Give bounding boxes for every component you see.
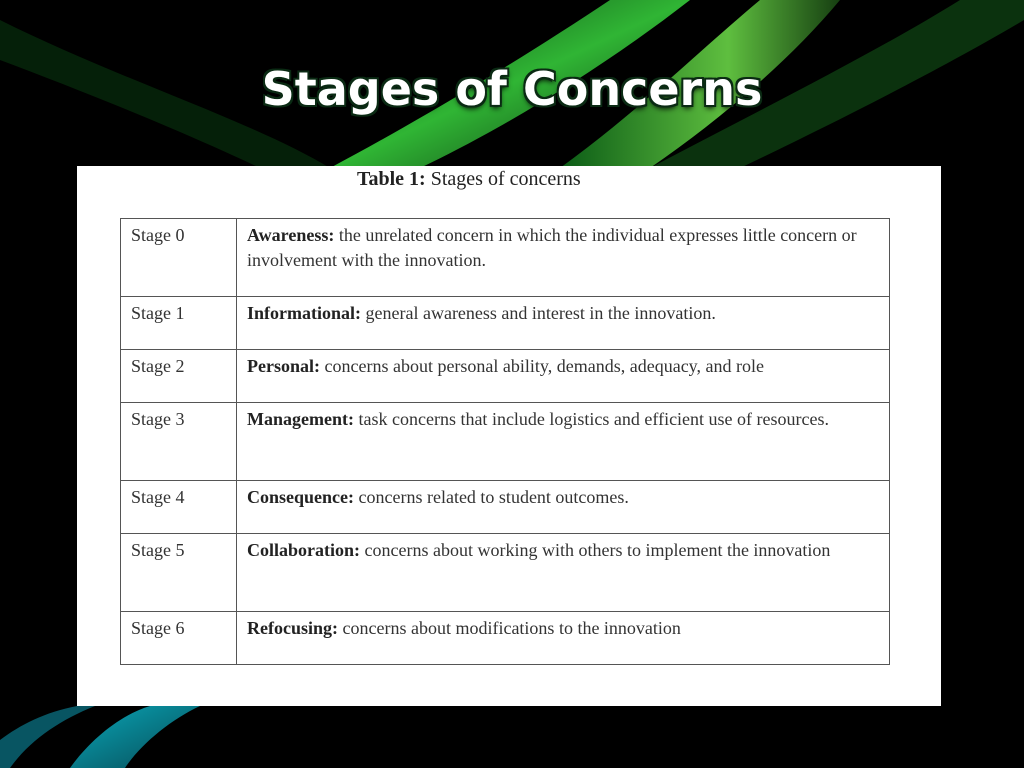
stage-label: Stage 6 [121, 612, 237, 665]
table-image [77, 166, 941, 706]
table-caption-label: Table 1: [357, 168, 426, 190]
stage-label: Stage 3 [121, 403, 237, 481]
stage-description [237, 219, 890, 297]
slide-title: Stages of Concerns [261, 62, 763, 116]
stage-term: Personal: [247, 356, 320, 376]
table-row [121, 219, 890, 297]
stage-term: Refocusing: [247, 618, 338, 638]
table-row [121, 403, 890, 481]
stage-label: Stage 1 [121, 297, 237, 350]
stage-term: Management: [247, 409, 354, 429]
stage-label: Stage 2 [121, 350, 237, 403]
stage-desc-text: concerns about modifications to the innovation [338, 618, 681, 638]
table-row [121, 481, 890, 534]
stage-desc-text: concerns about working with others to implement the innovation [360, 540, 831, 560]
stage-desc-text: general awareness and interest in the innovation. [361, 303, 716, 323]
table-caption-text: Stages of concerns [425, 168, 581, 190]
stage-desc-text: concerns about personal ability, demands, adequacy, and role [319, 356, 764, 376]
stages-table [120, 218, 890, 665]
stage-term: Consequence: [247, 487, 354, 507]
stage-term: Awareness: [247, 225, 335, 245]
stage-label: Stage 5 [121, 534, 237, 612]
stage-description [237, 350, 890, 403]
stage-description [237, 403, 890, 481]
table-row [121, 350, 890, 403]
table-row [121, 297, 890, 350]
stage-description [237, 534, 890, 612]
stage-label: Stage 4 [121, 481, 237, 534]
stage-description [237, 612, 890, 665]
table-row [121, 612, 890, 665]
stage-label: Stage 0 [121, 219, 237, 297]
stage-desc-text: concerns related to student outcomes. [354, 487, 629, 507]
stage-description [237, 481, 890, 534]
stage-desc-text: the unrelated concern in which the individual expresses little concern or involvement with the innovation. [247, 225, 857, 270]
table-row [121, 534, 890, 612]
stage-term: Collaboration: [247, 540, 361, 560]
stage-term: Informational: [247, 303, 361, 323]
stage-desc-text: task concerns that include logistics and efficient use of resources. [353, 409, 829, 429]
stage-description [237, 297, 890, 350]
table-caption [77, 168, 941, 191]
